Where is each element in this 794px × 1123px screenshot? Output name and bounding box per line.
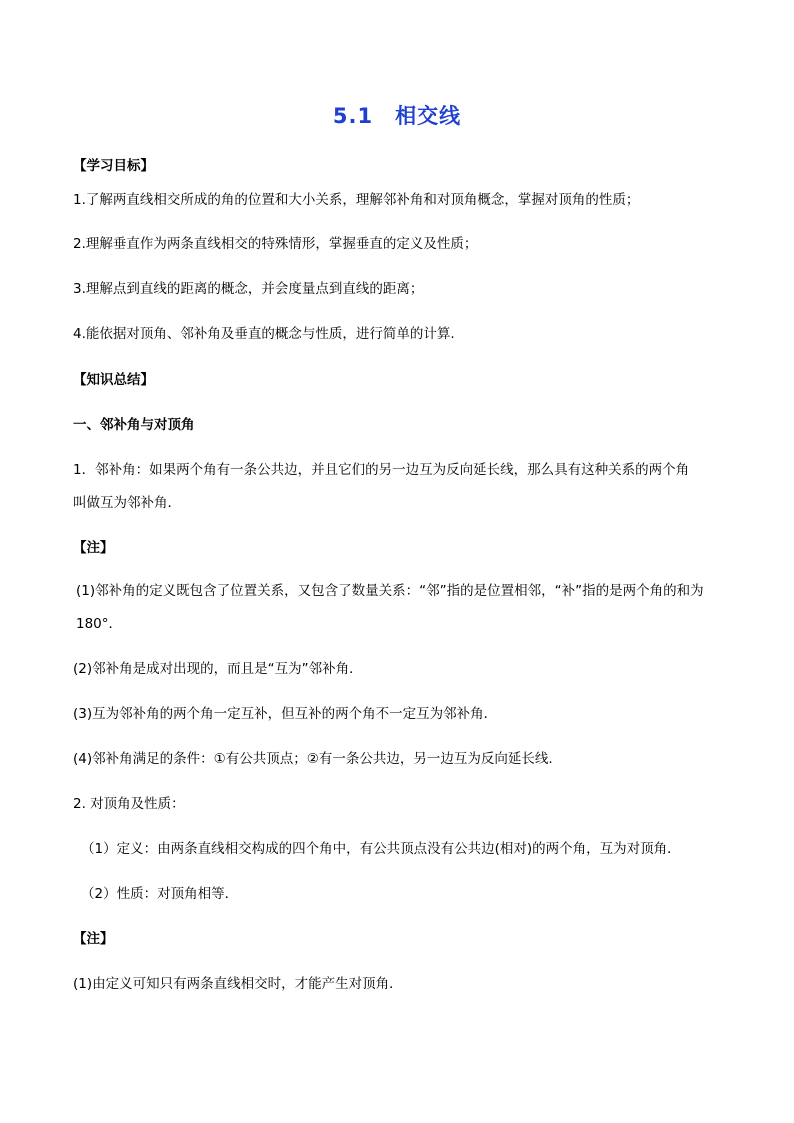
note1-item-2: (2)邻补角是成对出现的，而且是“互为”邻补角． bbox=[73, 661, 363, 677]
definition-vertical-item-1: （1）定义：由两条直线相交构成的四个角中，有公共顶点没有公共边(相对)的两个角，互为对顶角． bbox=[81, 841, 681, 857]
definition-adjacent-line2: 叫做互为邻补角． bbox=[73, 495, 181, 511]
note2-heading: 【注】 bbox=[73, 931, 114, 947]
note1-item-1-cont: 180°． bbox=[76, 616, 123, 632]
note1-item-1: (1)邻补角的定义既包含了位置关系，又包含了数量关系：“邻”指的是位置相邻，“补”指的是两个角的和为 bbox=[76, 583, 704, 599]
note2-item-1: (1)由定义可知只有两条直线相交时，才能产生对顶角． bbox=[73, 976, 403, 992]
objective-item-3: 3.理解点到直线的距离的概念，并会度量点到直线的距离； bbox=[73, 281, 424, 297]
title-text: 相交线 bbox=[395, 104, 462, 128]
objective-item-4: 4.能依据对顶角、邻补角及垂直的概念与性质，进行简单的计算. bbox=[73, 326, 455, 342]
definition-vertical-heading: 2. 对顶角及性质： bbox=[73, 796, 185, 812]
note1-heading: 【注】 bbox=[73, 540, 114, 556]
definition-vertical-item-2: （2）性质：对顶角相等． bbox=[81, 886, 239, 902]
objective-item-2: 2.理解垂直作为两条直线相交的特殊情形，掌握垂直的定义及性质； bbox=[73, 236, 478, 252]
page-title bbox=[0, 100, 794, 132]
definition-adjacent-line1: 1．邻补角：如果两个角有一条公共边，并且它们的另一边互为反向延长线，那么具有这种关系的两个角 bbox=[73, 462, 690, 478]
summary-heading: 【知识总结】 bbox=[73, 372, 154, 388]
objective-item-1: 1.了解两直线相交所成的角的位置和大小关系，理解邻补角和对顶角概念，掌握对顶角的性质； bbox=[73, 192, 640, 208]
section-heading: 一、邻补角与对顶角 bbox=[73, 417, 195, 433]
note1-item-3: (3)互为邻补角的两个角一定互补，但互补的两个角不一定互为邻补角． bbox=[73, 706, 498, 722]
note1-item-4: (4)邻补角满足的条件：①有公共顶点；②有一条公共边，另一边互为反向延长线. bbox=[73, 751, 553, 767]
objectives-heading: 【学习目标】 bbox=[73, 158, 154, 174]
title-number: 5.1 bbox=[332, 104, 374, 128]
